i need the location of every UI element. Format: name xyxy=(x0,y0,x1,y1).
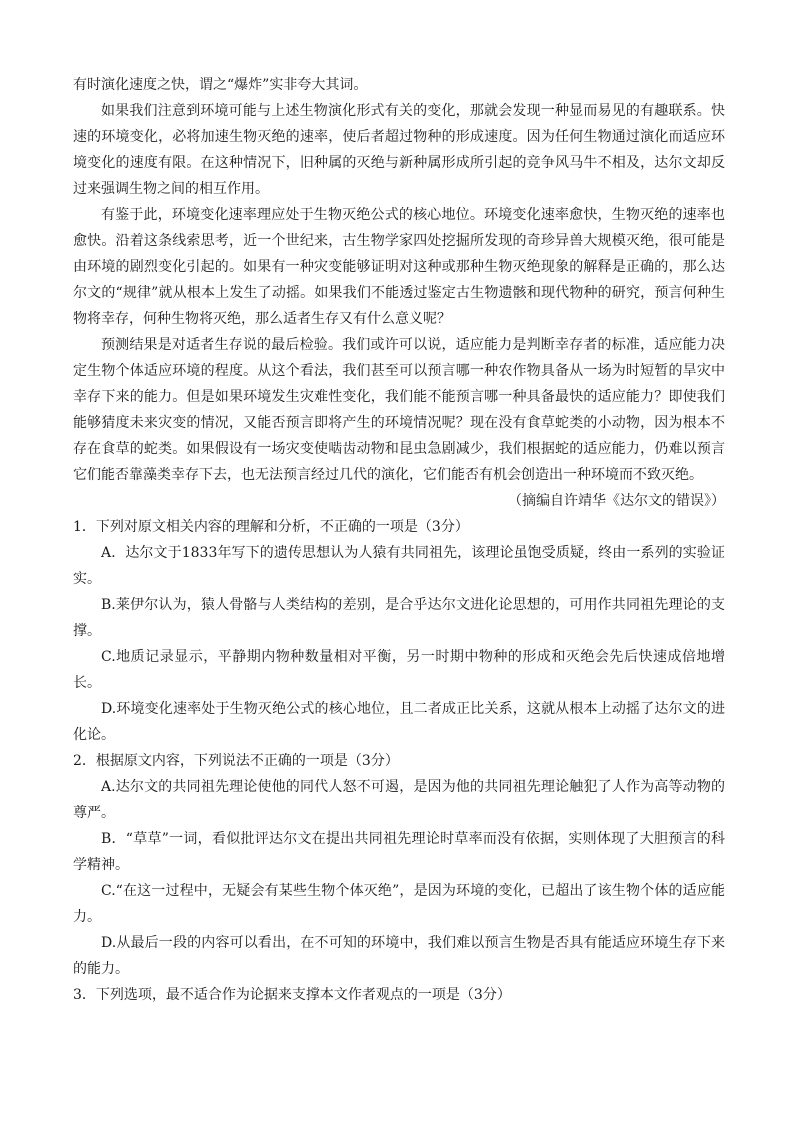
question-2 xyxy=(73,748,725,982)
question-1 xyxy=(73,514,725,748)
option-c: C.地质记录显示，平静期内物种数量相对平衡，另一时期中物种的形成和灭绝会先后快速成倍地增长。 xyxy=(73,649,725,691)
passage-paragraph: 如果我们注意到环境可能与上述生物演化形式有关的变化，那就会发现一种显而易见的有趣联系。快速的环境变化，必将加速生物灭绝的速率，使后者超过物种的形成速度。因为任何生物通过演化而适应环境变化的速度有限。在这种情况下，旧种属的灭绝与新种属形成所引起的竞争风马牛不相及，达尔文却反过来强调生物之间的相互作用。 xyxy=(73,103,725,197)
passage-paragraph: 预测结果是对适者生存说的最后检验。我们或许可以说，适应能力是判断幸存者的标准，适应能力决定生物个体适应环境的程度。从这个看法，我们甚至可以预言哪一种农作物具备从一场为时短暂的旱灾中幸存下来的能力。但是如果环境发生灾难性变化，我们能不能预言哪一种具备最快的适应能力？即使我们能够猜度未来灾变的情况，又能否预言即将产生的环境情况呢？现在没有食草蛇类的小动物，因为根本不存在食草的蛇类。如果假设有一场灾变使啮齿动物和昆虫急剧减少，我们根据蛇的适应能力，仍难以预言它们能否靠藻类幸存下去，也无法预言经过几代的演化，它们能否有机会创造出一种环境而不致灭绝。 xyxy=(73,337,725,483)
option-b: B.莱伊尔认为，猿人骨骼与人类结构的差别，是合乎达尔文进化论思想的，可用作共同祖先理论的支撑。 xyxy=(73,597,725,639)
exam-page xyxy=(73,72,725,1008)
question-stem: 2．根据原文内容，下列说法不正确的一项是（3分） xyxy=(73,753,399,769)
option-c: C.“在这一过程中，无疑会有某些生物个体灭绝”，是因为环境的变化，已超出了该生物个体的适应能力。 xyxy=(73,883,725,925)
question-stem: 3．下列选项，最不适合作为论据来支撑本文作者观点的一项是（3分） xyxy=(73,987,511,1003)
question-3 xyxy=(73,982,725,1008)
passage-source: （摘编自许靖华《达尔文的错误》） xyxy=(508,493,725,509)
option-a: A．达尔文于1833年写下的遗传思想认为人猿有共同祖先，该理论虽饱受质疑，终由一系列的实验证实。 xyxy=(73,545,725,587)
passage-paragraph: 有时演化速度之快，谓之“爆炸”实非夸大其词。 xyxy=(73,77,368,93)
option-d: D.从最后一段的内容可以看出，在不可知的环境中，我们难以预言生物是否具有能适应环境生存下来的能力。 xyxy=(73,935,725,977)
option-b: B．“草草”一词，看似批评达尔文在提出共同祖先理论时草率而没有依据，实则体现了大胆预言的科学精神。 xyxy=(73,831,725,873)
passage-paragraph: 有鉴于此，环境变化速率理应处于生物灭绝公式的核心地位。环境变化速率愈快，生物灭绝的速率也愈快。沿着这条线索思考，近一个世纪来，古生物学家四处挖掘所发现的奇珍异兽大规模灭绝，很可能是由环境的剧烈变化引起的。如果有一种灾变能够证明对这种或那种生物灭绝现象的解释是正确的，那么达尔文的“规律”就从根本上发生了动摇。如果我们不能透过鉴定古生物遗骸和现代物种的研究，预言何种生物将幸存，何种生物将灭绝，那么适者生存又有什么意义呢？ xyxy=(73,207,725,327)
question-stem: 1．下列对原文相关内容的理解和分析，不正确的一项是（3分） xyxy=(73,519,469,535)
option-a: A.达尔文的共同祖先理论使他的同代人怒不可遏，是因为他的共同祖先理论触犯了人作为高等动物的尊严。 xyxy=(73,779,725,821)
option-d: D.环境变化速率处于生物灭绝公式的核心地位，且二者成正比关系，这就从根本上动摇了达尔文的进化论。 xyxy=(73,701,725,743)
